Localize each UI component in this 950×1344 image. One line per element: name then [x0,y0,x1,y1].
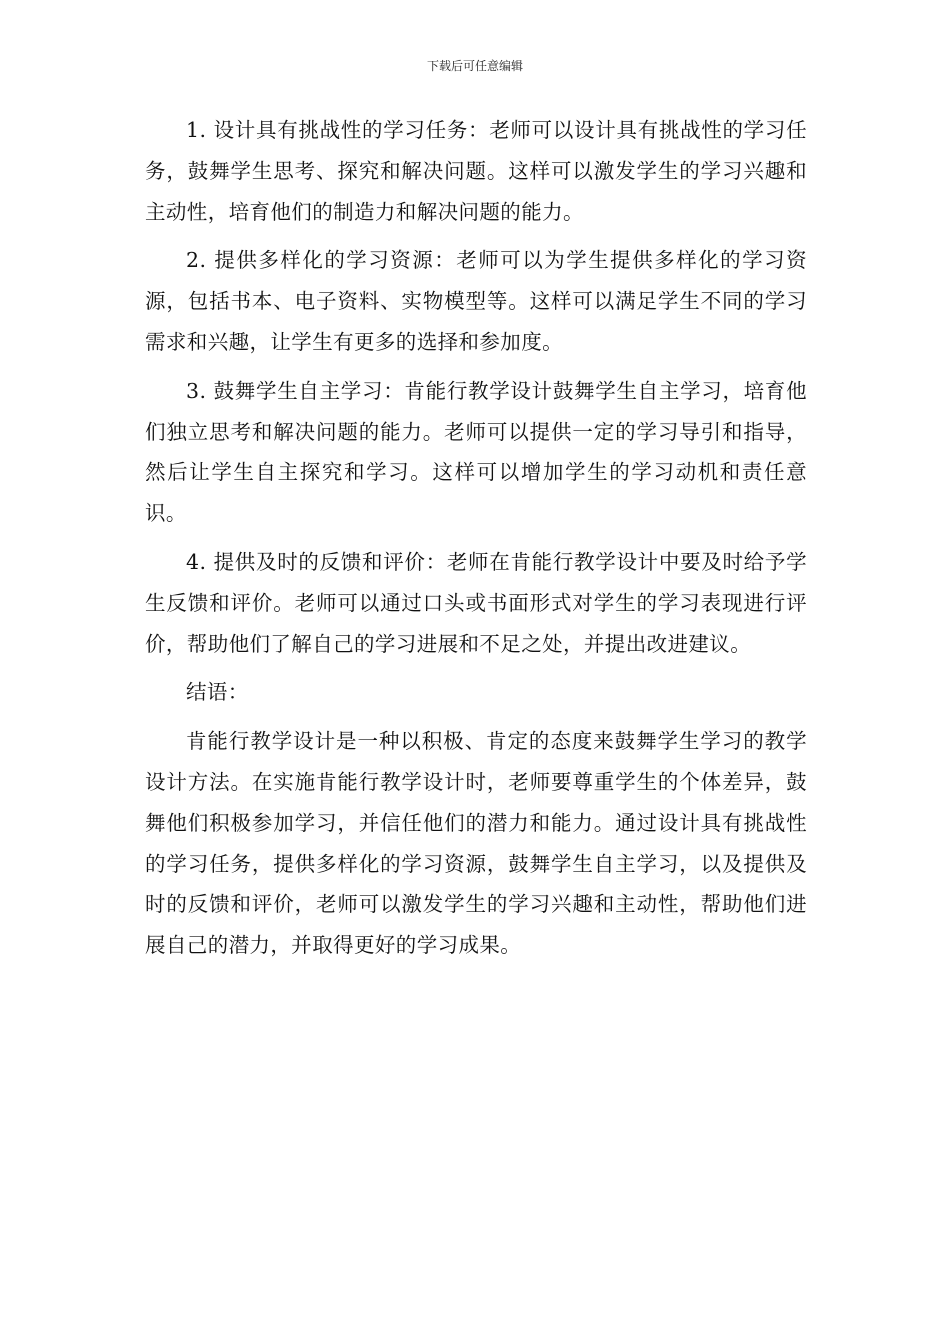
page-header-note: 下载后可任意编辑 [426,59,523,73]
paragraph-item-4: 4. 提供及时的反馈和评价：老师在肯能行教学设计中要及时给予学生反馈和评价。老师可以通过口头或书面形式对学生的学习表现进行评价，帮助他们了解自己的学习进展和不足之处，并提出改进建议。 [145,549,807,656]
paragraph-item-2: 2. 提供多样化的学习资源：老师可以为学生提供多样化的学习资源，包括书本、电子资料、实物模型等。这样可以满足学生不同的学习需求和兴趣，让学生有更多的选择和参加度。 [145,248,807,354]
conclusion-heading: 结语： [186,680,249,705]
conclusion-paragraph: 肯能行教学设计是一种以积极、肯定的态度来鼓舞学生学习的教学设计方法。在实施肯能行教学设计时，老师要尊重学生的个体差异，鼓舞他们积极参加学习，并信任他们的潜力和能力。通过设计具有挑战性的学习任务，提供多样化的学习资源，鼓舞学生自主学习，以及提供及时的反馈和评价，老师可以激发学生的学习兴趣和主动性，帮助他们进展自己的潜力，并取得更好的学习成果。 [145,729,807,958]
paragraph-item-1: 1. 设计具有挑战性的学习任务：老师可以设计具有挑战性的学习任务，鼓舞学生思考、探究和解决问题。这样可以激发学生的学习兴趣和主动性，培育他们的制造力和解决问题的能力。 [145,118,807,224]
paragraph-item-3: 3. 鼓舞学生自主学习：肯能行教学设计鼓舞学生自主学习，培育他们独立思考和解决问题的能力。老师可以提供一定的学习导引和指导，然后让学生自主探究和学习。这样可以增加学生的学习动机和责任意识。 [145,378,807,526]
document-body [145,110,807,974]
